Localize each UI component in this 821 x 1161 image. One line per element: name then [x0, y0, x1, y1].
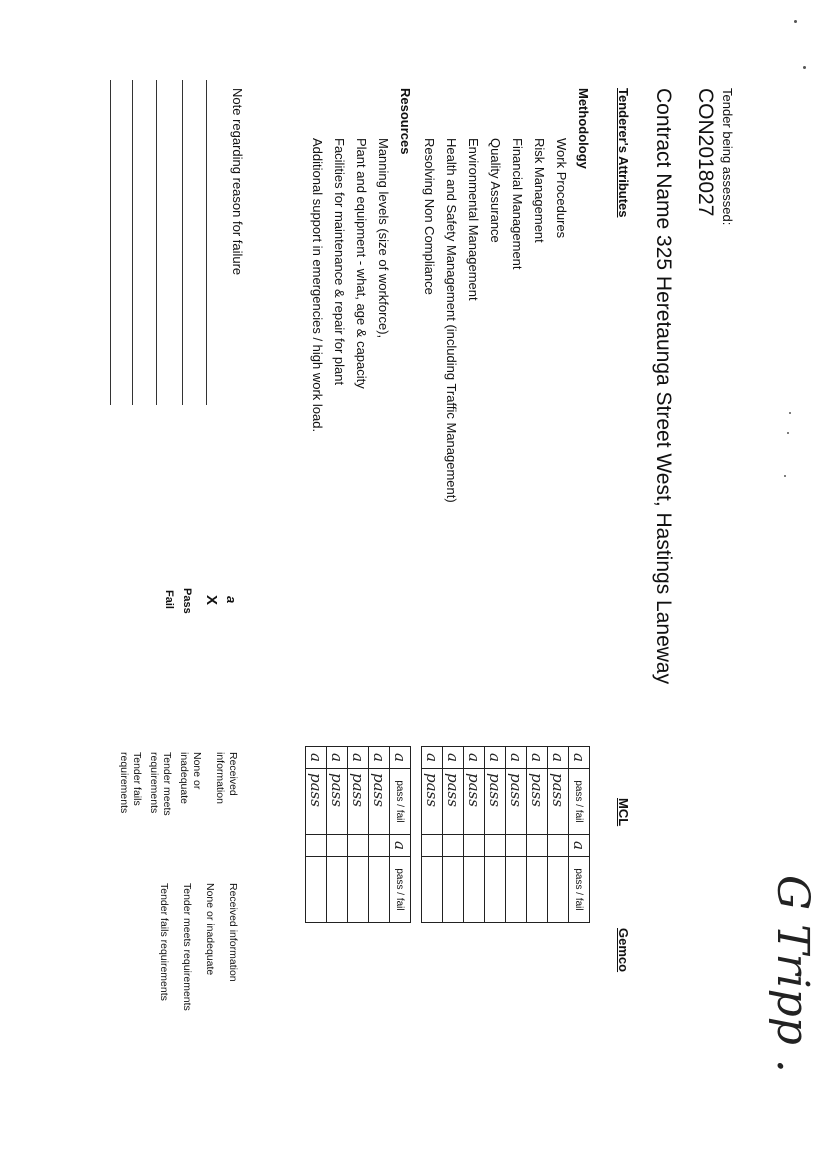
cell-result [527, 857, 548, 923]
resources-item: Additional support in emergencies / high work load. [310, 138, 325, 433]
cell-result: pass [422, 769, 443, 835]
cell-a [443, 835, 464, 857]
table-row [527, 835, 548, 923]
methodology-item: Health and Safety Management (including Traffic Management) [444, 138, 459, 503]
resources-item: Manning levels (size of workforce), [376, 138, 391, 339]
cell-a [485, 835, 506, 857]
methodology-item: Resolving Non Compliance [422, 138, 437, 295]
cell-result [443, 857, 464, 923]
scan-speck [784, 475, 786, 477]
col-a-header: a [569, 747, 590, 769]
gemco-resources-table [305, 834, 411, 923]
scan-speck [789, 412, 791, 414]
table-row [327, 747, 348, 835]
note-line [156, 80, 157, 405]
cell-result: pass [527, 769, 548, 835]
legend-item: Tender meets requirements [148, 752, 173, 816]
gemco-legend [157, 883, 239, 1011]
note-line [182, 80, 183, 405]
legend-item: Tender meets requirements [181, 883, 193, 1011]
cell-a: a [527, 747, 548, 769]
cell-result [422, 857, 443, 923]
table-row [422, 747, 443, 835]
cell-result: pass [443, 769, 464, 835]
table-row [464, 747, 485, 835]
cell-a [527, 835, 548, 857]
methodology-item: Environmental Management [466, 138, 481, 301]
table-header-row [390, 835, 411, 923]
cell-result [348, 857, 369, 923]
cell-a [327, 835, 348, 857]
table-row [506, 747, 527, 835]
resources-heading: Resources [398, 88, 413, 155]
cell-a: a [369, 747, 390, 769]
table-header-row [390, 747, 411, 835]
legend-item: Received information [227, 883, 239, 982]
cell-a: a [485, 747, 506, 769]
table-row [348, 747, 369, 835]
note-label: Note regarding reason for failure [230, 88, 245, 276]
col-pass-fail-header: pass / fail [569, 857, 590, 923]
mcl-methodology-table [421, 746, 590, 835]
cell-a [369, 835, 390, 857]
table-row [548, 747, 569, 835]
key-a-symbol: a [224, 596, 239, 604]
col-a-header: a [390, 835, 411, 857]
methodology-item: Quality Assurance [488, 138, 503, 243]
table-row [369, 747, 390, 835]
col-pass-fail-header: pass / fail [569, 769, 590, 835]
cell-a: a [327, 747, 348, 769]
tenderer-name-mcl: MCL [616, 798, 631, 827]
cell-result: pass [327, 769, 348, 835]
note-line [110, 80, 111, 405]
table-row [369, 835, 390, 923]
cell-result [548, 857, 569, 923]
table-row [306, 835, 327, 923]
table-row [485, 835, 506, 923]
legend-item: Tender fails requirements [118, 752, 143, 814]
table-row [443, 835, 464, 923]
table-row [443, 747, 464, 835]
table-row [527, 747, 548, 835]
legend-item: None or inadequate [204, 883, 216, 976]
table-header-row [569, 835, 590, 923]
key-pass: Pass [181, 588, 193, 614]
table-row [306, 747, 327, 835]
tender-being-assessed-label: Tender being assessed: [720, 88, 735, 226]
note-line [132, 80, 133, 405]
scan-speck [794, 20, 797, 23]
cell-result: pass [464, 769, 485, 835]
table-row [485, 747, 506, 835]
col-a-header: a [390, 747, 411, 769]
table-row [506, 835, 527, 923]
table-row [327, 835, 348, 923]
cell-result [485, 857, 506, 923]
cell-result: pass [369, 769, 390, 835]
cell-result [327, 857, 348, 923]
legend-item: Tender fails requirements [158, 883, 170, 1001]
mcl-legend [117, 752, 239, 832]
scan-speck [803, 66, 806, 69]
methodology-item: Financial Management [510, 138, 525, 270]
table-header-row [569, 747, 590, 835]
legend-item: Received information [214, 752, 239, 804]
cell-a [464, 835, 485, 857]
key-fail: Fail [163, 590, 175, 609]
tenderer-name-gemco: Gemco [616, 928, 631, 973]
cell-result: pass [548, 769, 569, 835]
cell-a [422, 835, 443, 857]
cell-result [306, 857, 327, 923]
contract-number: CON2018027 [694, 88, 717, 217]
scan-speck [787, 432, 789, 434]
gemco-methodology-table [421, 834, 590, 923]
resources-item: Facilities for maintenance & repair for plant [332, 138, 347, 386]
key-x-symbol: X [203, 595, 220, 606]
cell-a: a [464, 747, 485, 769]
table-row [348, 835, 369, 923]
table-row [422, 835, 443, 923]
table-row [464, 835, 485, 923]
cell-a [306, 835, 327, 857]
note-line [206, 80, 207, 405]
cell-a: a [306, 747, 327, 769]
col-pass-fail-header: pass / fail [390, 857, 411, 923]
cell-a: a [443, 747, 464, 769]
cell-result [464, 857, 485, 923]
mcl-resources-table [305, 746, 411, 835]
cell-a: a [548, 747, 569, 769]
legend-item: None or inadequate [178, 752, 203, 804]
cell-result: pass [485, 769, 506, 835]
cell-result: pass [348, 769, 369, 835]
methodology-item: Risk Management [532, 138, 547, 243]
cell-a [548, 835, 569, 857]
cell-result [369, 857, 390, 923]
methodology-heading: Methodology [576, 88, 591, 169]
cell-a [506, 835, 527, 857]
resources-item: Plant and equipment - what, age & capacity [354, 138, 369, 389]
handwritten-signature: G Tripp . [767, 875, 818, 1073]
methodology-item: Work Procedures [554, 138, 569, 239]
col-pass-fail-header: pass / fail [390, 769, 411, 835]
cell-a [348, 835, 369, 857]
table-row [548, 835, 569, 923]
cell-a: a [422, 747, 443, 769]
cell-result: pass [306, 769, 327, 835]
contract-title: Contract Name 325 Heretaunga Street West, Hastings Laneway [652, 88, 675, 685]
col-a-header: a [569, 835, 590, 857]
cell-a: a [506, 747, 527, 769]
cell-result [506, 857, 527, 923]
cell-a: a [348, 747, 369, 769]
tenderers-attributes-heading: Tenderer's Attributes [616, 88, 631, 218]
cell-result: pass [506, 769, 527, 835]
